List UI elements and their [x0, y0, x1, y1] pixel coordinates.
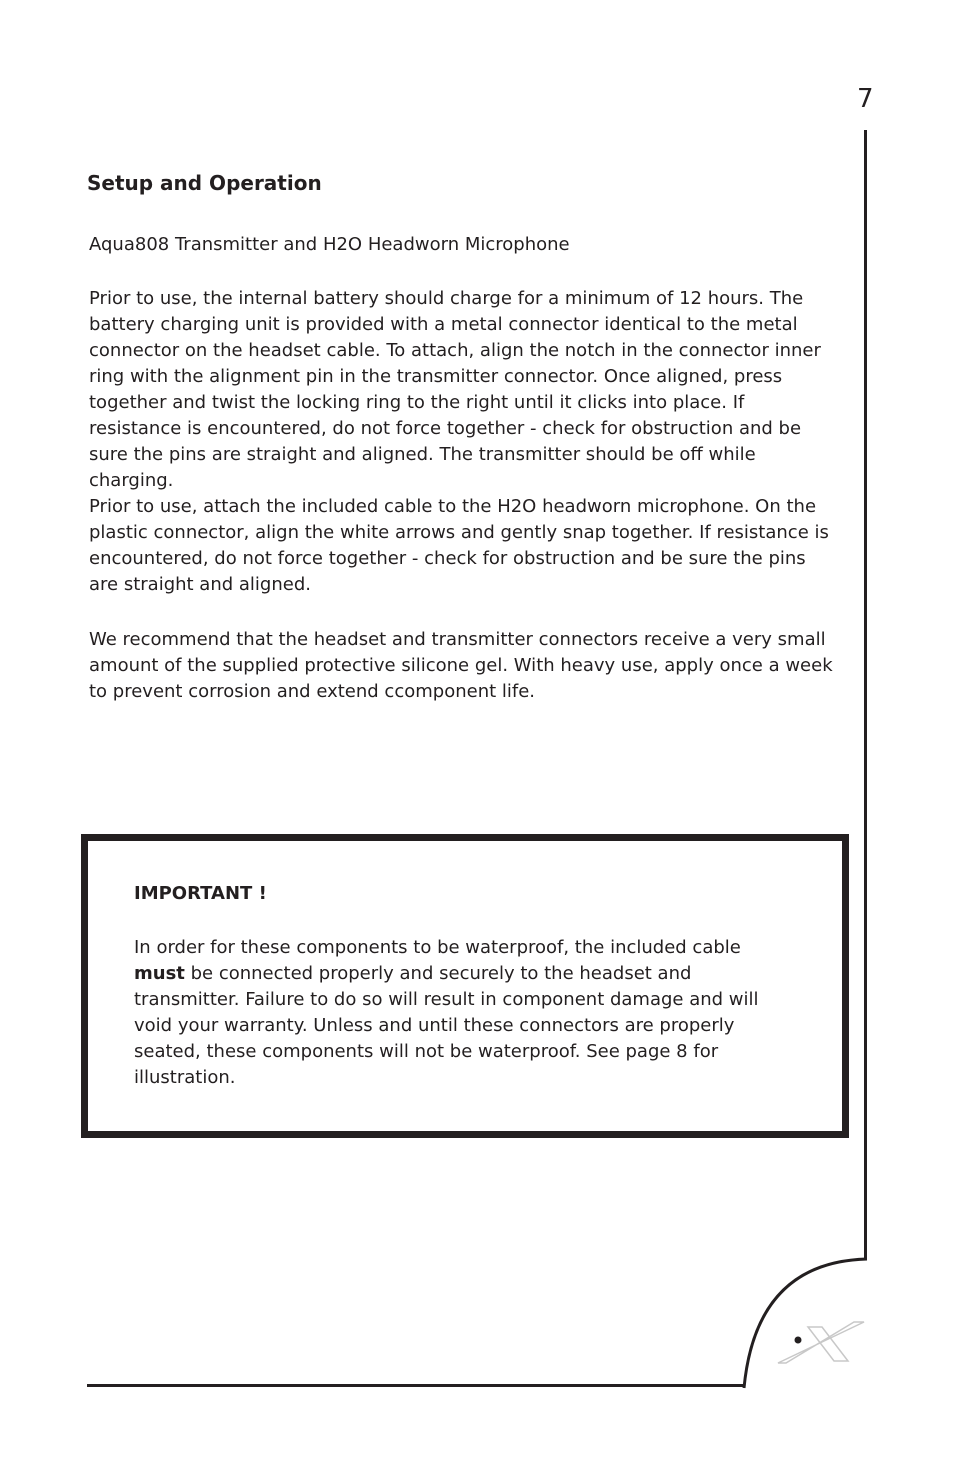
notice-heading: IMPORTANT !	[134, 883, 267, 904]
paragraph-cable-attach: Prior to use, attach the included cable to the H2O headworn microphone. On the plastic connector, align the white arrows and gently snap together. If resistance is encountered, do not force together - check for obstruction and be sure the pins are straight and aligned.	[89, 496, 829, 595]
notice-body-start: In order for these components to be waterproof, the included cable	[134, 937, 741, 958]
corner-arc	[744, 1259, 867, 1388]
section-title: Setup and Operation	[87, 171, 322, 195]
subtitle: Aqua808 Transmitter and H2O Headworn Microphone	[89, 234, 570, 255]
page-number: 7	[857, 84, 874, 114]
logo-dot-icon	[795, 1337, 802, 1344]
x-logo-icon	[778, 1322, 864, 1363]
notice-body-end: be connected properly and securely to the headset and transmitter. Failure to do so will result in component damage and will void your warranty. Unless and until these connectors are properly seated, these components will not be waterproof. See page 8 for illustration.	[134, 963, 759, 1088]
paragraph-battery-charging: Prior to use, the internal battery should charge for a minimum of 12 hours. The battery charging unit is provided with a metal connector identical to the metal connector on the headset cable. To attach, align the notch in the connector inner ring with the alignment pin in the transmitter connector. Once aligned, press together and twist the locking ring to the right until it clicks into place. If resistance is encountered, do not force together - check for obstruction and be sure the pins are straight and aligned. The transmitter should be off while charging.	[89, 288, 821, 491]
notice-body-emphasis: must	[134, 963, 185, 984]
paragraph-silicone-gel: We recommend that the headset and transmitter connectors receive a very small amount of the supplied protective silicone gel. With heavy use, apply once a week to prevent corrosion and extend ccomponent life.	[89, 629, 833, 702]
